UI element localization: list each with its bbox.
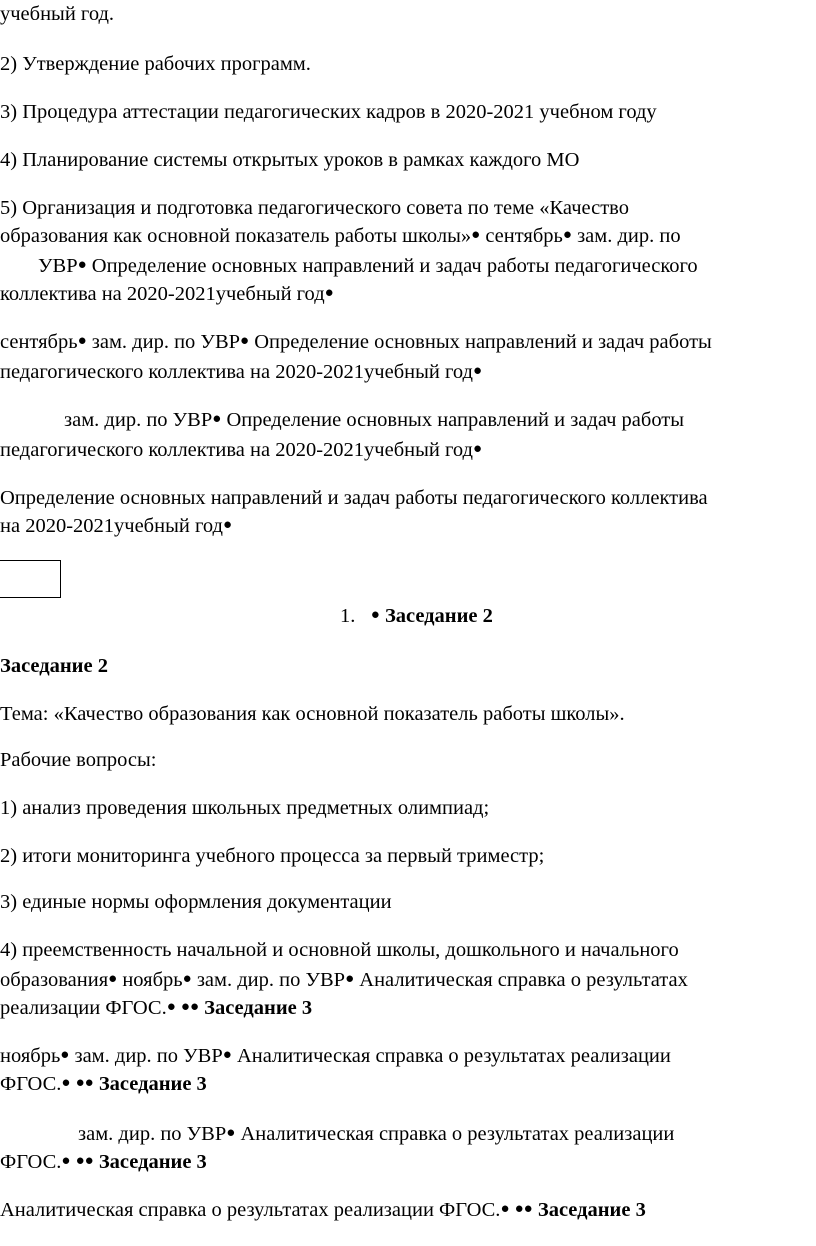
doc-line: 4) Планирование системы открытых уроков в рамках каждого МО bbox=[0, 149, 580, 171]
bullet-icon: ● bbox=[500, 1201, 510, 1217]
bullet-icon: ● bbox=[60, 1047, 70, 1063]
bullet-icon: ● bbox=[182, 971, 192, 987]
bullet-icon: ● bbox=[472, 441, 483, 457]
numbered-heading: 1. ● Заседание 2 bbox=[340, 605, 493, 627]
doc-line: Тема: «Качество образования как основной показатель работы школы». bbox=[0, 703, 625, 725]
doc-line: Аналитическая справка о результатах реализации ФГОС.● ●● Заседание 3 bbox=[0, 1199, 646, 1221]
bullet-icon: ● bbox=[77, 333, 87, 349]
bullet-icon: ● bbox=[166, 999, 176, 1015]
bullet-icon: ● bbox=[240, 333, 250, 349]
doc-line: 2) Утверждение рабочих программ. bbox=[0, 53, 311, 75]
double-bullet-icon: ●● bbox=[75, 1075, 94, 1091]
doc-line: 4) преемственность начальной и основной школы, дошкольного и начального bbox=[0, 939, 679, 961]
doc-line: на 2020-2021учебный год● bbox=[0, 515, 232, 537]
doc-line: 2) итоги мониторинга учебного процесса за первый триместр; bbox=[0, 845, 545, 867]
bullet-icon: ● bbox=[345, 971, 355, 987]
doc-line: образования● ноябрь● зам. дир. по УВР● Аналитическая справка о результатах bbox=[0, 969, 688, 991]
double-bullet-icon: ●● bbox=[75, 1153, 94, 1169]
doc-line: учебный год. bbox=[0, 3, 115, 25]
doc-line: Рабочие вопросы: bbox=[0, 749, 157, 771]
doc-line: ФГОС.● ●● Заседание 3 bbox=[0, 1073, 207, 1095]
bullet-icon: ● bbox=[370, 607, 380, 623]
bullet-icon: ● bbox=[77, 257, 87, 273]
doc-line: 3) Процедура аттестации педагогических кадров в 2020-2021 учебном году bbox=[0, 101, 657, 123]
empty-box bbox=[0, 560, 61, 598]
bullet-icon: ● bbox=[222, 517, 232, 533]
bullet-icon: ● bbox=[61, 1075, 71, 1091]
bullet-icon: ● bbox=[324, 285, 334, 301]
bullet-icon: ● bbox=[471, 227, 481, 243]
doc-line: ФГОС.● ●● Заседание 3 bbox=[0, 1151, 207, 1173]
doc-line: 1) анализ проведения школьных предметных олимпиад; bbox=[0, 797, 490, 819]
double-bullet-icon: ●● bbox=[514, 1201, 533, 1217]
double-bullet-icon: ●● bbox=[180, 999, 200, 1015]
doc-line: зам. дир. по УВР● Определение основных направлений и задач работы bbox=[64, 409, 685, 431]
bullet-icon: ● bbox=[222, 1047, 232, 1063]
doc-line: зам. дир. по УВР● Аналитическая справка о результатах реализации bbox=[78, 1123, 675, 1145]
bullet-icon: ● bbox=[226, 1125, 236, 1141]
bullet-icon: ● bbox=[108, 971, 118, 987]
doc-line: 5) Организация и подготовка педагогического совета по теме «Качество bbox=[0, 197, 629, 219]
doc-line: УВР● Определение основных направлений и задач работы педагогического bbox=[38, 255, 698, 277]
doc-line: педагогического коллектива на 2020-2021учебный год● bbox=[0, 361, 483, 383]
doc-line: образования как основной показатель работы школы»● сентябрь● зам. дир. по bbox=[0, 225, 681, 247]
bullet-icon: ● bbox=[212, 411, 222, 427]
doc-line: педагогического коллектива на 2020-2021учебный год● bbox=[0, 439, 483, 461]
doc-line: сентябрь● зам. дир. по УВР● Определение основных направлений и задач работы bbox=[0, 331, 712, 353]
bullet-icon: ● bbox=[562, 227, 572, 243]
doc-line: 3) единые нормы оформления документации bbox=[0, 891, 392, 913]
bullet-icon: ● bbox=[472, 363, 483, 379]
doc-line: ноябрь● зам. дир. по УВР● Аналитическая справка о результатах реализации bbox=[0, 1045, 671, 1067]
doc-line: коллектива на 2020-2021учебный год● bbox=[0, 283, 334, 305]
bullet-icon: ● bbox=[61, 1153, 71, 1169]
doc-line: Определение основных направлений и задач работы педагогического коллектива bbox=[0, 487, 708, 509]
doc-line: реализации ФГОС.● ●● Заседание 3 bbox=[0, 997, 313, 1019]
section-heading: Заседание 2 bbox=[0, 655, 108, 677]
